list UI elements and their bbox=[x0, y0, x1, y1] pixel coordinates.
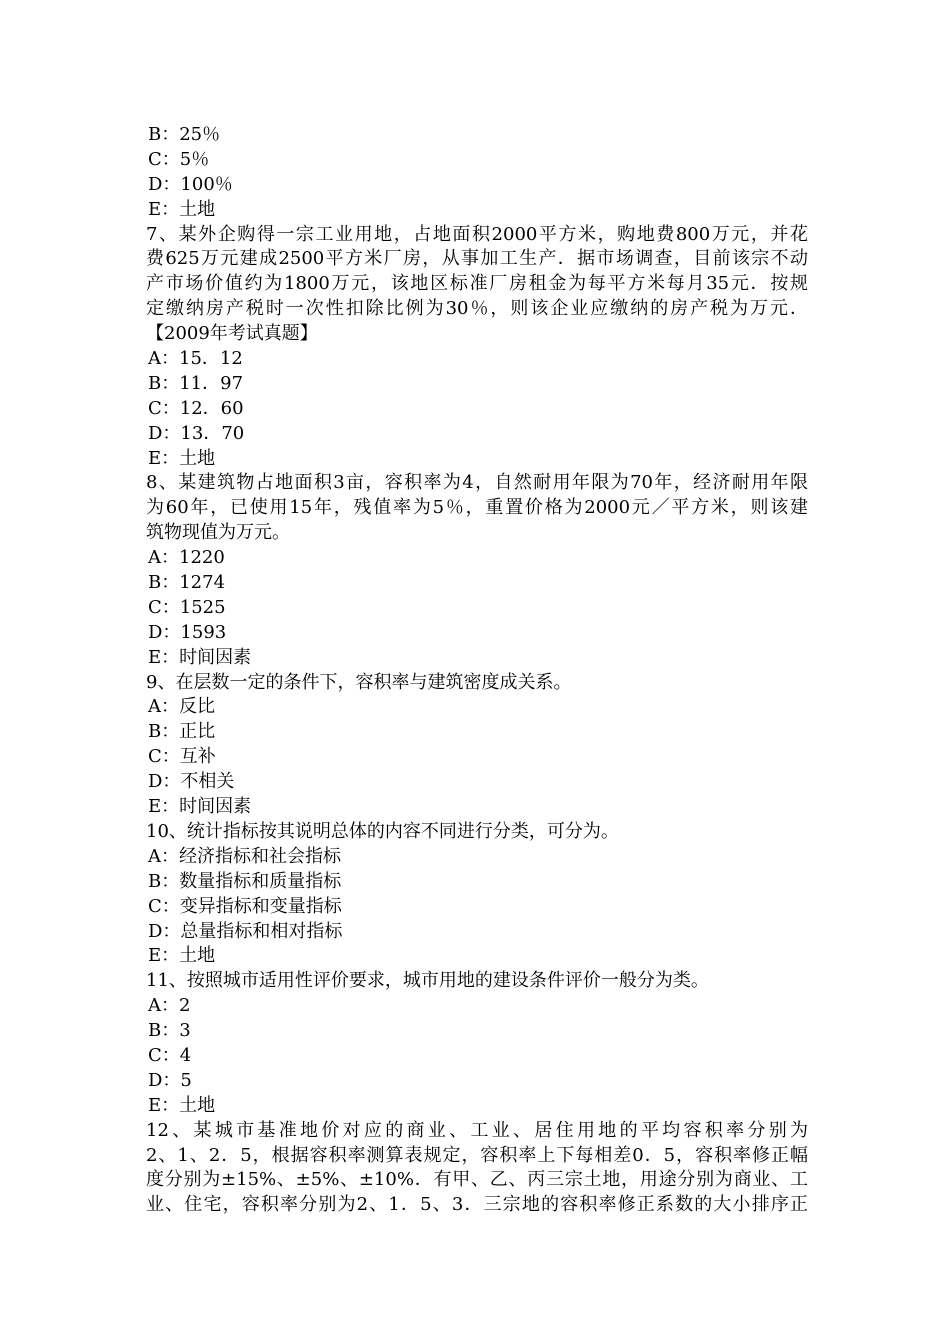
answer-option: A：反比 bbox=[148, 696, 215, 718]
question-text-line: 产市场价值约为1800万元，该地区标准厂房租金为每平方米每月35元．按规 bbox=[146, 273, 808, 295]
answer-option: B：1274 bbox=[148, 572, 226, 594]
answer-option: E：土地 bbox=[148, 198, 216, 220]
answer-option: B：3 bbox=[148, 1020, 191, 1042]
answer-option: C：变异指标和变量指标 bbox=[148, 895, 342, 917]
answer-option: A：2 bbox=[148, 995, 191, 1017]
question-text-line: 定缴纳房产税时一次性扣除比例为30％，则该企业应缴纳的房产税为万元． bbox=[146, 298, 808, 320]
answer-option: C：5％ bbox=[148, 148, 210, 170]
answer-option: D：5 bbox=[148, 1069, 192, 1091]
answer-option: C：12．60 bbox=[148, 397, 244, 419]
answer-option: D：总量指标和相对指标 bbox=[148, 920, 343, 942]
question-text-line: 2、1、2．5，根据容积率测算表规定，容积率上下每相差0．5，容积率修正幅 bbox=[146, 1144, 808, 1166]
question-text-line: 9、在层数一定的条件下，容积率与建筑密度成关系。 bbox=[146, 671, 572, 693]
answer-option: C：4 bbox=[148, 1044, 192, 1066]
answer-option: D：1593 bbox=[148, 621, 227, 643]
answer-option: D：13．70 bbox=[148, 422, 245, 444]
question-text-line: 为60年，已使用15年，残值率为5％，重置价格为2000元／平方米，则该建 bbox=[146, 497, 808, 519]
question-text-line: 度分别为±15%、±5%、±10%．有甲、乙、丙三宗土地，用途分别为商业、工 bbox=[146, 1169, 808, 1191]
answer-option: B：11．97 bbox=[148, 372, 244, 394]
answer-option: E：土地 bbox=[148, 945, 216, 967]
question-text-line: 业、住宅，容积率分别为2、1．5、3．三宗地的容积率修正系数的大小排序正 bbox=[146, 1194, 808, 1216]
answer-option: C：互补 bbox=[148, 746, 216, 768]
answer-option: B：正比 bbox=[148, 721, 216, 743]
answer-option: A：经济指标和社会指标 bbox=[148, 845, 341, 867]
question-text-line: 【2009年考试真题】 bbox=[146, 323, 318, 345]
question-text-line: 筑物现值为万元。 bbox=[146, 522, 290, 544]
answer-option: A：15．12 bbox=[148, 348, 243, 370]
answer-option: A：1220 bbox=[148, 547, 225, 569]
question-text-line: 12、某城市基准地价对应的商业、工业、居住用地的平均容积率分别为 bbox=[146, 1119, 808, 1141]
answer-option: E：时间因素 bbox=[148, 646, 252, 668]
answer-option: B：数量指标和质量指标 bbox=[148, 870, 342, 892]
answer-option: D：100％ bbox=[148, 173, 233, 195]
question-text-line: 10、统计指标按其说明总体的内容不同进行分类，可分为。 bbox=[146, 820, 619, 842]
answer-option: C：1525 bbox=[148, 596, 226, 618]
question-text-line: 费625万元建成2500平方米厂房，从事加工生产．据市场调查，目前该宗不动 bbox=[146, 248, 808, 270]
question-text-line: 8、某建筑物占地面积3亩，容积率为4，自然耐用年限为70年，经济耐用年限 bbox=[146, 472, 808, 494]
answer-option: B：25％ bbox=[148, 124, 221, 145]
answer-option: E：土地 bbox=[148, 1094, 216, 1116]
answer-option: E：时间因素 bbox=[148, 796, 252, 818]
question-text-line: 11、按照城市适用性评价要求，城市用地的建设条件评价一般分为类。 bbox=[146, 970, 709, 992]
document-page bbox=[146, 123, 808, 1218]
answer-option: D：不相关 bbox=[148, 771, 235, 793]
answer-option: E：土地 bbox=[148, 447, 216, 469]
question-text-line: 7、某外企购得一宗工业用地，占地面积2000平方米，购地费800万元，并花 bbox=[146, 223, 808, 245]
